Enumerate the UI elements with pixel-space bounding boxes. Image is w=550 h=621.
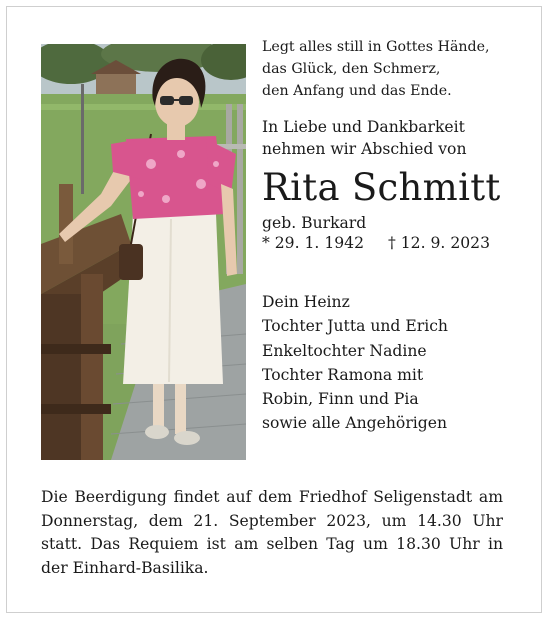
mourner-line: Dein Heinz	[262, 293, 350, 311]
verse-line: das Glück, den Schmerz,	[262, 61, 441, 77]
death-date: † 12. 9. 2023	[388, 234, 491, 252]
deceased-name: Rita Schmitt	[262, 166, 501, 209]
funeral-line: Donnerstag, dem 21. September 2023, um 14.30 Uhr	[41, 511, 503, 530]
intro-line: nehmen wir Abschied von	[262, 140, 467, 158]
funeral-line: statt. Das Requiem ist am selben Tag um 18.30 Uhr in	[41, 535, 503, 553]
mourner-line: Tochter Ramona mit	[262, 365, 424, 384]
birth-date: * 29. 1. 1942	[262, 234, 365, 252]
mourner-line: sowie alle Angehörigen	[262, 414, 448, 433]
verse	[262, 36, 532, 102]
funeral-details	[41, 486, 503, 580]
funeral-line: der Einhard-Basilika.	[41, 558, 209, 577]
mourner-line: Enkeltochter Nadine	[262, 341, 427, 360]
farewell-intro	[262, 116, 532, 160]
portrait-photo	[41, 44, 246, 460]
intro-line: In Liebe und Dankbarkeit	[262, 118, 465, 136]
maiden-name: geb. Burkard	[262, 214, 367, 232]
portrait-photo-illustration	[41, 44, 246, 460]
funeral-line: Die Beerdigung findet auf dem Friedhof Seligenstadt am	[41, 488, 503, 506]
verse-line: Legt alles still in Gottes Hände,	[262, 39, 490, 55]
obituary-text-column	[262, 36, 532, 436]
mourner-line: Robin, Finn und Pia	[262, 390, 419, 409]
life-dates	[262, 234, 532, 258]
verse-line: den Anfang und das Ende.	[262, 83, 452, 99]
mourner-line: Tochter Jutta und Erich	[262, 317, 448, 336]
mourners-list	[262, 290, 532, 436]
